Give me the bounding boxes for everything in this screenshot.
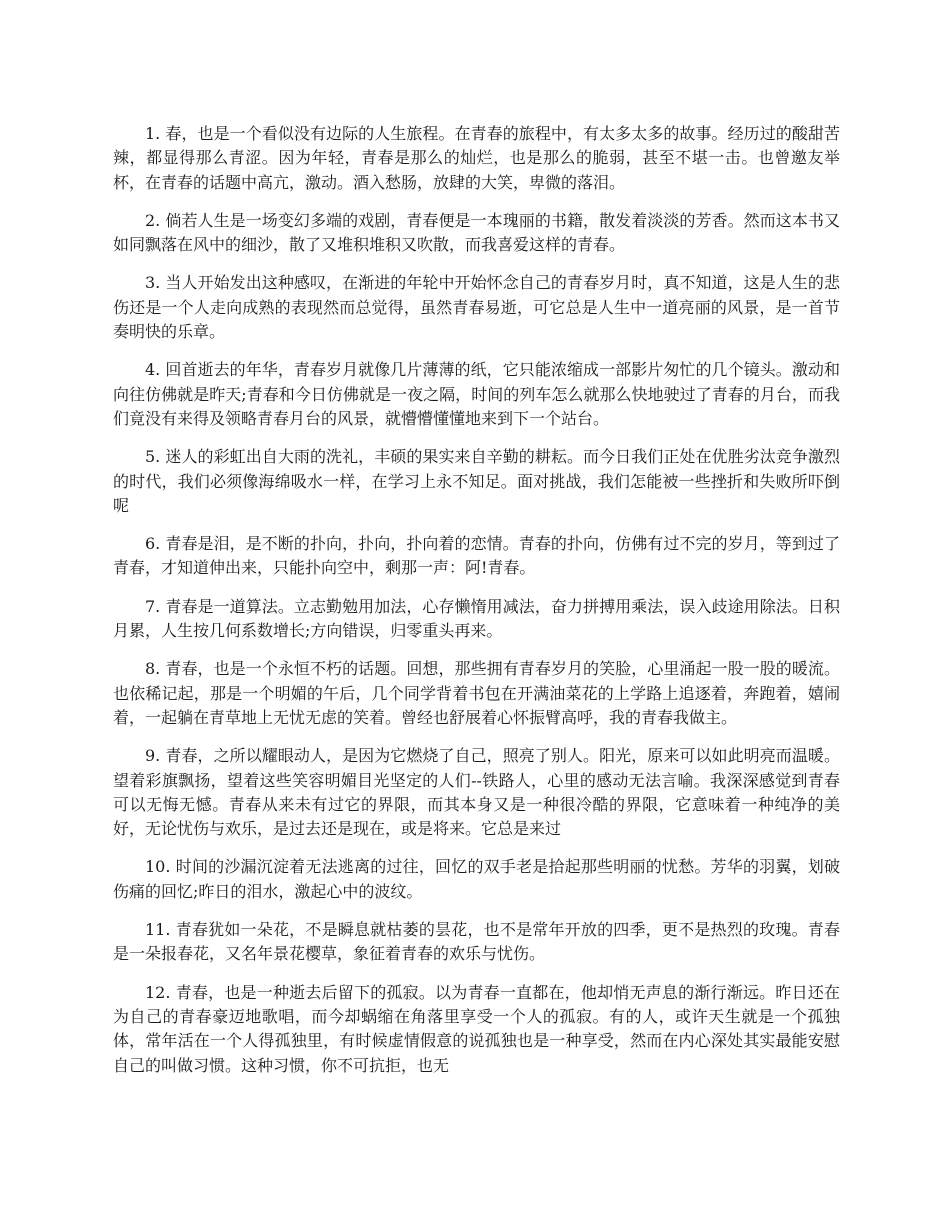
paragraph-8: 8. 青春，也是一个永恒不朽的话题。回想，那些拥有青春岁月的笑脸，心里涌起一股一股的暖流。也依稀记起，那是一个明媚的午后，几个同学背着书包在开满油菜花的上学路上追逐着，奔跑着，嬉闹着，一起躺在青草地上无忧无虑的笑着。曾经也舒展着心怀振臂高呼，我的青春我做主。 [113, 659, 840, 727]
paragraph-12: 12. 青春，也是一种逝去后留下的孤寂。以为青春一直都在，他却悄无声息的渐行渐远。昨日还在为自己的青春豪迈地歌唱，而今却蜗缩在角落里享受一个人的孤寂。有的人，或许天生就是一个孤独体，常年活在一个人得孤独里，有时候虚情假意的说孤独也是一种享受，然而在内心深处其实最能安慰自己的叫做习惯。这种习惯，你不可抗拒，也无 [113, 982, 840, 1075]
paragraph-7: 7. 青春是一道算法。立志勤勉用加法，心存懒惰用减法，奋力拼搏用乘法，误入歧途用除法。日积月累，人生按几何系数增长;方向错误，归零重头再来。 [113, 596, 840, 641]
document-body [113, 122, 840, 1092]
paragraph-2: 2. 倘若人生是一场变幻多端的戏剧，青春便是一本瑰丽的书籍，散发着淡淡的芳香。然而这本书又如同飘落在风中的细沙，散了又堆积堆积又吹散，而我喜爱这样的青春。 [113, 210, 840, 255]
paragraph-3: 3. 当人开始发出这种感叹，在渐进的年轮中开始怀念自己的青春岁月时，真不知道，这是人生的悲伤还是一个人走向成熟的表现然而总觉得，虽然青春易逝，可它总是人生中一道亮丽的风景，是一首节奏明快的乐章。 [113, 273, 840, 342]
paragraph-1: 1. 春，也是一个看似没有边际的人生旅程。在青春的旅程中，有太多太多的故事。经历过的酸甜苦辣，都显得那么青涩。因为年轻，青春是那么的灿烂，也是那么的脆弱，甚至不堪一击。也曾邀友举杯，在青春的话题中高亢，激动。酒入愁肠，放肆的大笑，卑微的落泪。 [113, 124, 840, 192]
paragraph-11: 11. 青春犹如一朵花，不是瞬息就枯萎的昙花，也不是常年开放的四季，更不是热烈的玫瑰。青春是一朵报春花，又名年景花樱草，象征着青春的欢乐与忧伤。 [113, 920, 840, 964]
paragraph-9: 9. 青春，之所以耀眼动人，是因为它燃烧了自己，照亮了别人。阳光，原来可以如此明亮而温暖。望着彩旗飘扬，望着这些笑容明媚目光坚定的人们--铁路人，心里的感动无法言喻。我深深感觉到青春可以无悔无憾。青春从来未有过它的界限，而其本身又是一种很冷酷的界限，它意味着一种纯净的美好，无论忧伤与欢乐，是过去还是现在，或是将来。它总是来过 [113, 746, 840, 839]
paragraph-10: 10. 时间的沙漏沉淀着无法逃离的过往，回忆的双手老是拾起那些明丽的忧愁。芳华的羽翼，划破伤痛的回忆;昨日的泪水，激起心中的波纹。 [113, 857, 840, 901]
paragraph-6: 6. 青春是泪，是不断的扑向，扑向，扑向着的恋情。青春的扑向，仿佛有过不完的岁月，等到过了青春，才知道伸出来，只能扑向空中，剩那一声：阿!青春。 [113, 534, 840, 578]
paragraph-5: 5. 迷人的彩虹出自大雨的洗礼，丰硕的果实来自辛勤的耕耘。而今日我们正处在优胜劣汰竞争激烈的时代，我们必须像海绵吸水一样，在学习上永不知足。面对挑战，我们怎能被一些挫折和失败所吓倒呢 [113, 447, 840, 515]
paragraph-4: 4. 回首逝去的年华，青春岁月就像几片薄薄的纸，它只能浓缩成一部影片匆忙的几个镜头。激动和向往仿佛就是昨天;青春和今日仿佛就是一夜之隔，时间的列车怎么就那么快地驶过了青春的月台，而我们竟没有来得及领略青春月台的风景，就懵懵懂懂地来到下一个站台。 [113, 360, 840, 428]
